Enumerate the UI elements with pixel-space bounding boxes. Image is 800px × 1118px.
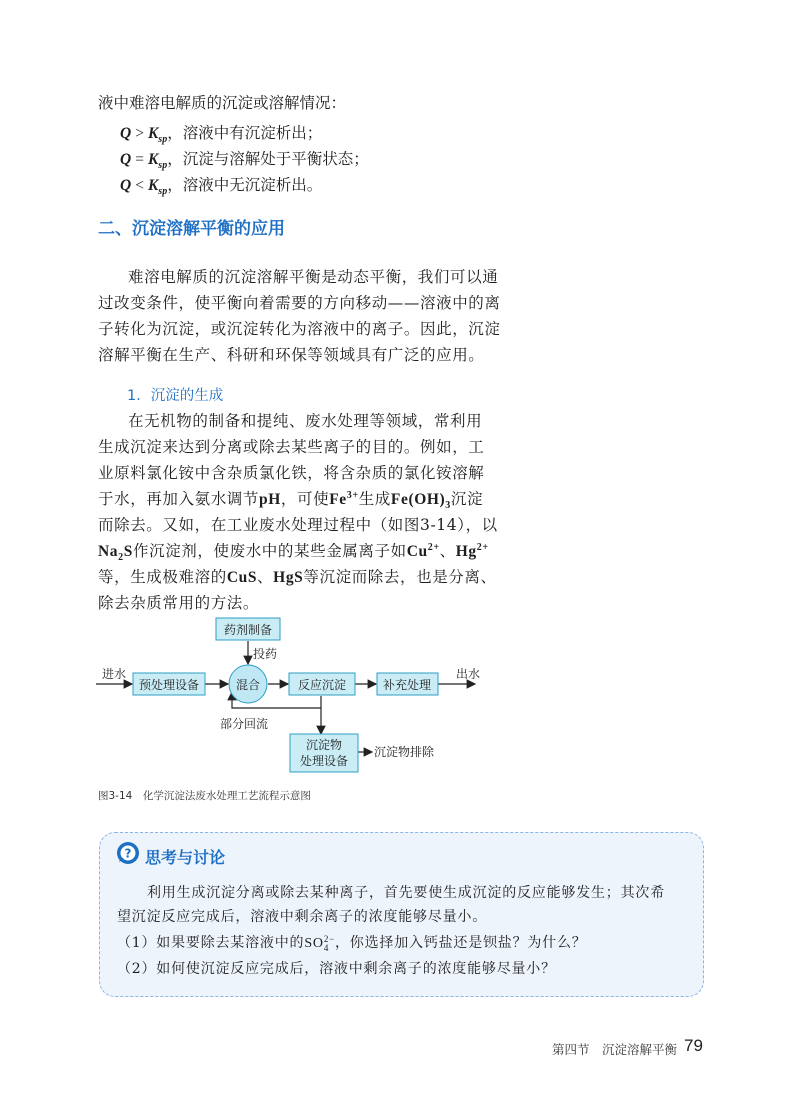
cond-q: Q	[120, 151, 132, 168]
label-mix: 混合	[235, 678, 261, 692]
fe-ion: $Fe^{3+}$	[329, 489, 359, 508]
label-inlet: 进水	[102, 667, 127, 681]
para1-line: 难溶电解质的沉淀溶解平衡是动态平衡，我们可以通	[128, 268, 499, 286]
intro-line: 液中难溶电解质的沉淀或溶解情况：	[98, 94, 347, 112]
para2-line: 在无机物的制备和提纯、废水处理等领域，常利用	[128, 412, 483, 430]
para2-line: 除去杂质常用的方法。	[98, 594, 260, 612]
cond-op: <	[135, 177, 144, 194]
page-number: 79	[684, 1036, 703, 1055]
process-flow-diagram	[90, 612, 510, 782]
para2-line: 而除去。又如，在工业废水处理过程中（如图3-14），以	[98, 516, 498, 534]
condition-greater	[120, 122, 322, 145]
discussion-question-1: （1）如果要除去某溶液中的SO 2− 4 ，你选择加入钙盐还是钡盐？为什么？	[117, 933, 587, 953]
para1-line: 子转化为沉淀，或沉淀转化为溶液中的离子。因此，沉淀	[98, 320, 501, 338]
cu-ion: $Cu^{2+}$	[406, 541, 440, 560]
cond-op: =	[135, 151, 144, 168]
cond-text: ，沉淀与溶解处于平衡状态；	[167, 150, 369, 168]
cond-text: ，溶液中有沉淀析出；	[167, 124, 323, 142]
label-react: 反应沉淀	[297, 678, 347, 692]
cond-q: Q	[120, 125, 132, 142]
cus: CuS	[226, 569, 258, 586]
para2-line: 生成沉淀来达到分离或除去某些离子的目的。例如，工	[98, 438, 485, 456]
cond-q: Q	[120, 177, 132, 194]
ph-term: pH	[259, 491, 281, 508]
label-recycle: 部分回流	[220, 717, 269, 731]
label-dosing: 投药	[253, 647, 278, 661]
hgs: HgS	[273, 569, 304, 586]
discussion-title: 思考与讨论	[145, 848, 226, 867]
cond-text: ，溶液中无沉淀析出。	[167, 176, 323, 194]
label-outlet: 出水	[456, 667, 481, 681]
label-supp: 补充处理	[382, 678, 432, 692]
para1-line: 溶解平衡在生产、科研和环保等领域具有广泛的应用。	[98, 346, 485, 364]
figure-caption: 图3-14 化学沉淀法废水处理工艺流程示意图	[98, 790, 311, 802]
hg-ion: $Hg^{2+}$	[455, 541, 489, 560]
condition-equal	[120, 148, 369, 171]
na2s: $Na_2S$	[98, 543, 133, 564]
question-bubble-icon	[115, 840, 141, 866]
para2-line: $Na_2S$作沉淀剂，使废水中的某些金属离子如$Cu^{2+}$、$Hg^{2+}$	[98, 541, 489, 564]
cond-k: $K_{sp}$	[147, 177, 168, 198]
label-reagent: 药剂制备	[223, 623, 273, 637]
para1-line: 过改变条件，使平衡向着需要的方向移动——溶液中的离	[98, 294, 501, 312]
discussion-question-2: （2）如何使沉淀反应完成后，溶液中剩余离子的浓度能够尽量小？	[117, 961, 556, 977]
discussion-line: 利用生成沉淀分离或除去某种离子，首先要使生成沉淀的反应能够发生；其次希	[147, 885, 665, 901]
cond-op: >	[135, 125, 144, 142]
subsection-heading: 1．沉淀的生成	[127, 388, 224, 404]
para2-line: 于水，再加入氨水调节pH，可使$Fe^{3+}$生成$Fe(OH)_3$沉淀	[98, 489, 484, 512]
para2-line: 业原料氯化铵中含杂质氯化铁，将含杂质的氯化铵溶解	[98, 464, 485, 482]
svg-text:?: ?	[124, 846, 132, 861]
footer-section: 第四节 沉淀溶解平衡	[552, 1042, 678, 1057]
discussion-line: 望沉淀反应完成后，溶液中剩余离子的浓度能够尽量小。	[117, 909, 487, 925]
label-sludge-2: 处理设备	[299, 754, 349, 768]
cond-k: $K_{sp}$	[147, 151, 168, 172]
fe-oh3: $Fe(OH)_3$	[390, 491, 451, 512]
section-heading: 二、沉淀溶解平衡的应用	[98, 219, 285, 239]
para2-line: 等，生成极难溶的CuS、HgS等沉淀而除去，也是分离、	[98, 568, 497, 586]
label-pre: 预处理设备	[138, 678, 200, 692]
condition-less	[120, 174, 322, 197]
label-discharge: 沉淀物排除	[374, 745, 435, 759]
cond-k: $K_{sp}$	[147, 125, 168, 146]
sulfate-ion: SO 2− 4	[304, 933, 335, 953]
label-sludge-1: 沉淀物	[305, 738, 343, 752]
